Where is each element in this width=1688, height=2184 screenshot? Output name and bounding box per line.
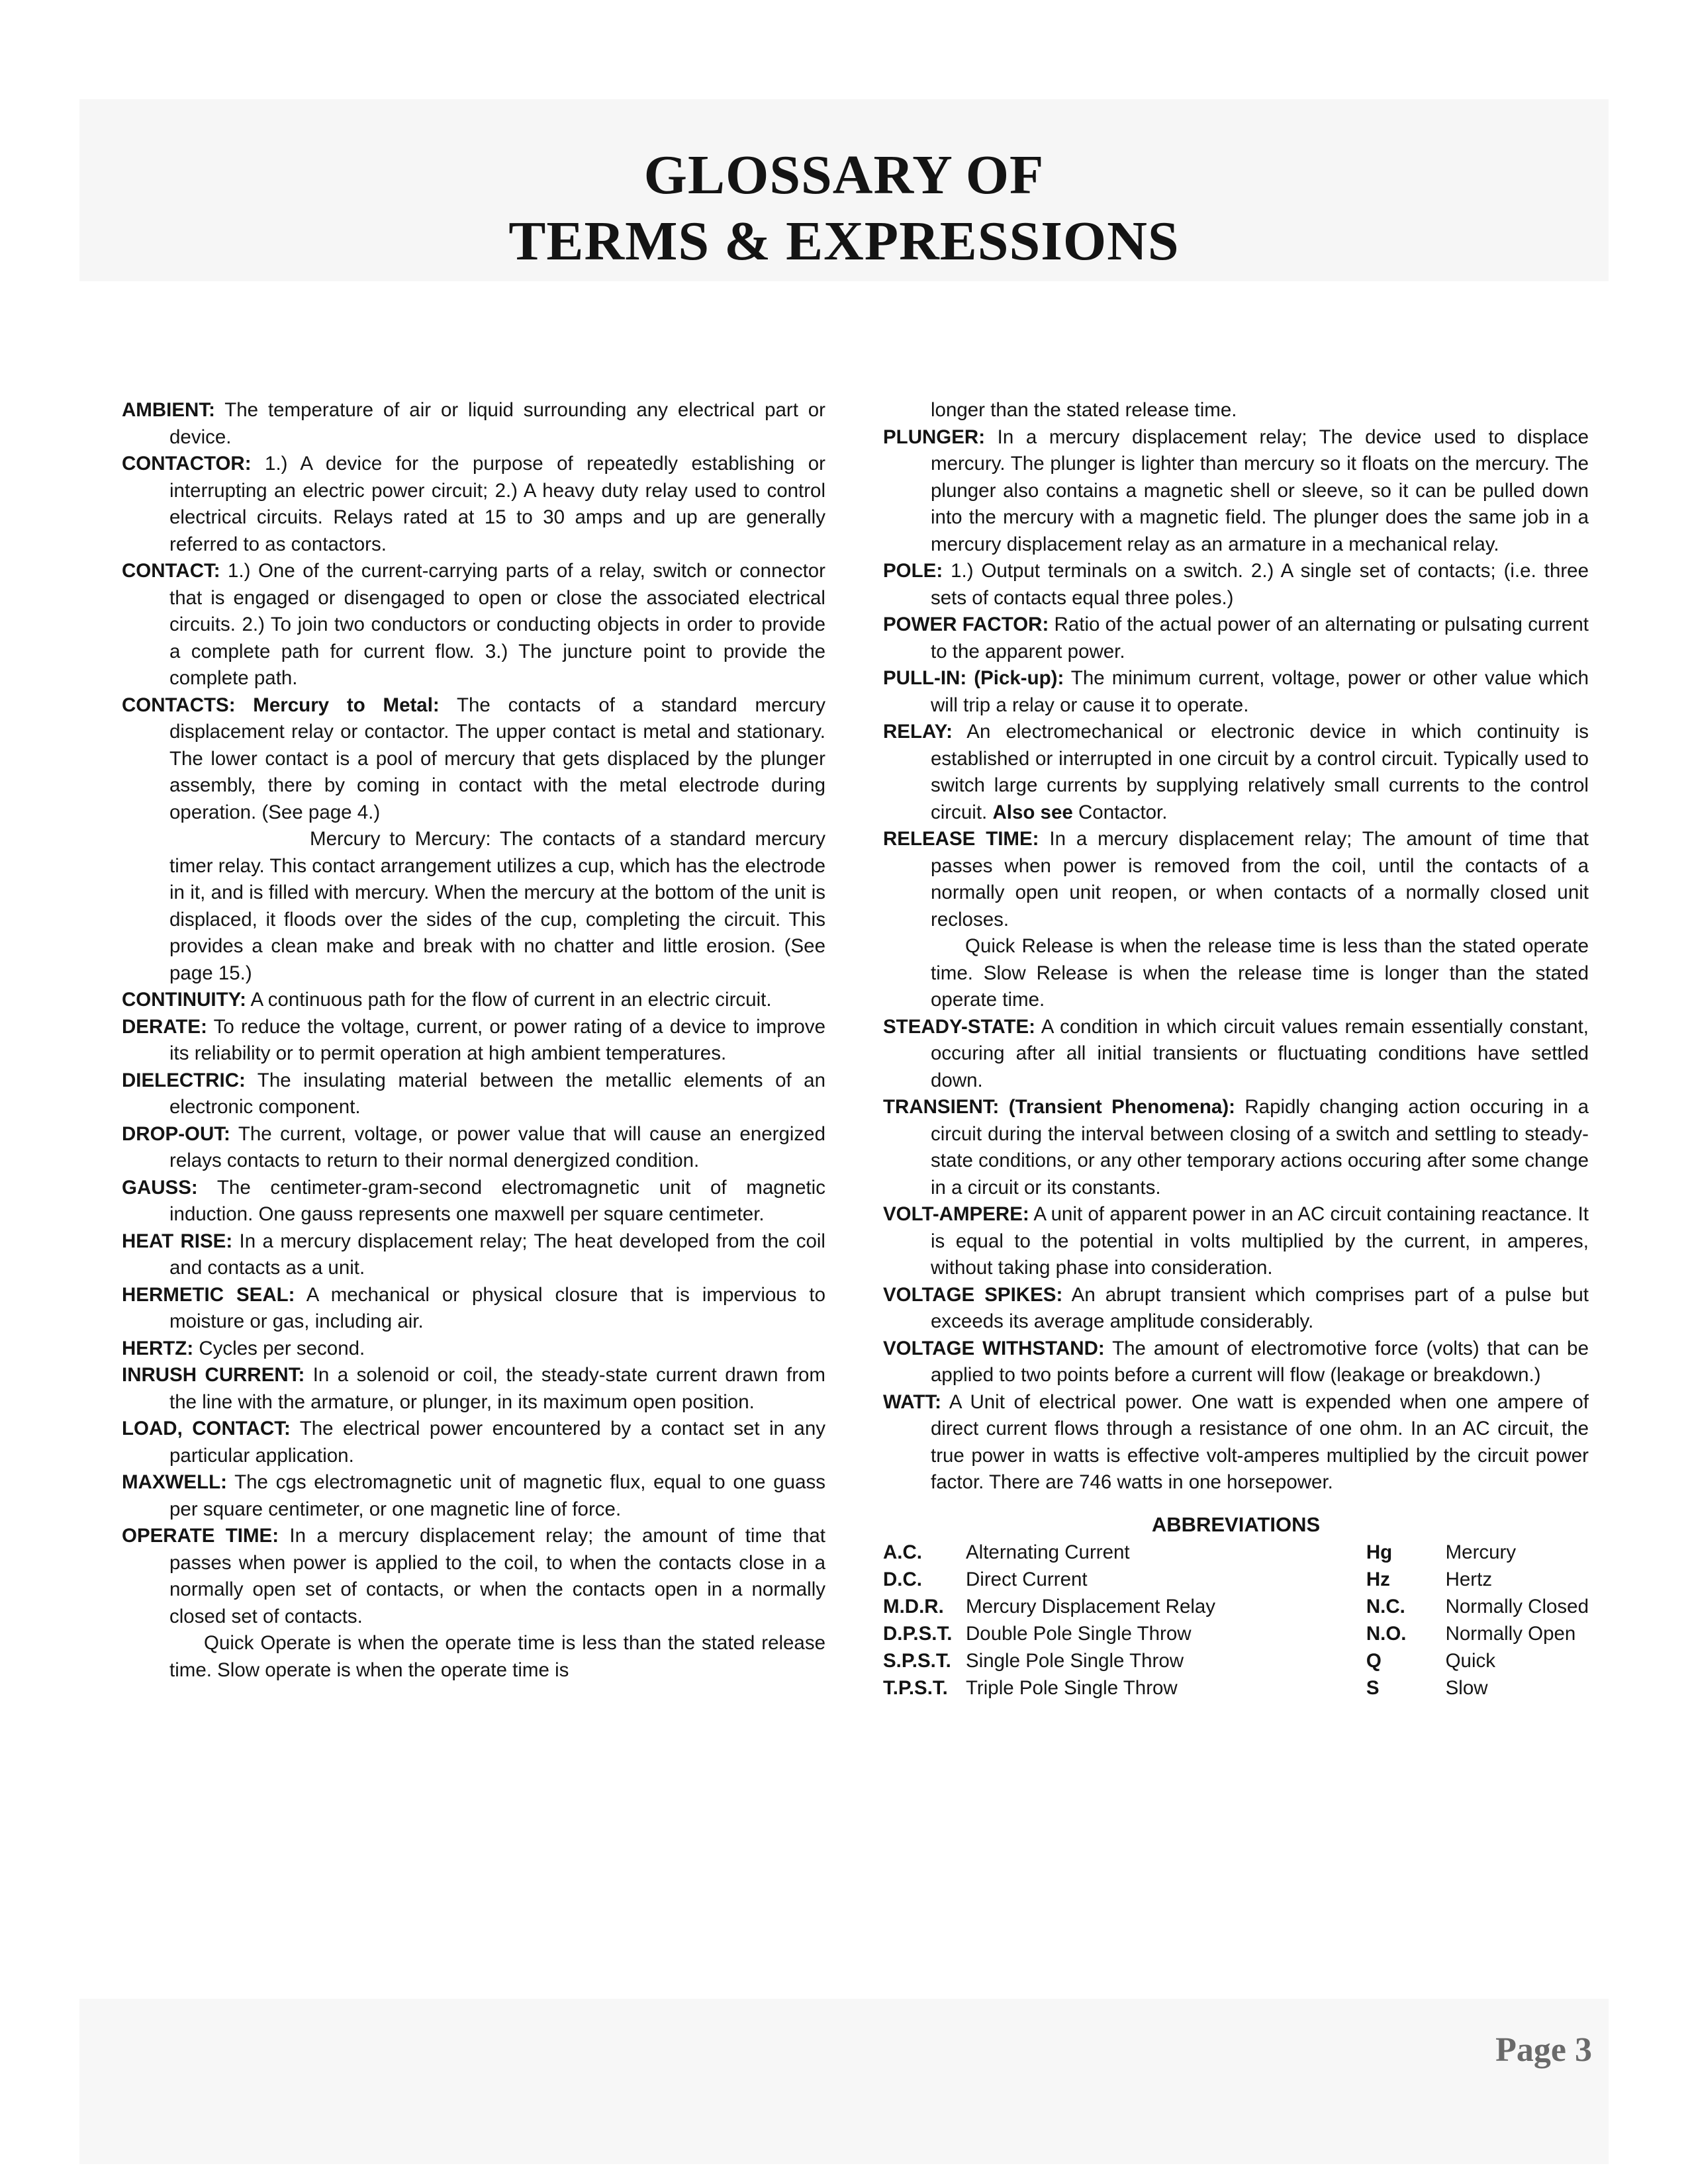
glossary-definition: A unit of apparent power in an AC circuit containing reactance. It is equal to the potential in volts multiplied by the current, in amperes, without taking phase into consideration. [931, 1203, 1589, 1279]
abbreviations-heading: ABBREVIATIONS [1151, 1512, 1321, 1536]
glossary-definition: 1.) Output terminals on a switch. 2.) A single set of contacts; (i.e. three sets of contacts equal three poles.) [931, 560, 1589, 609]
meaning-cell: Double Pole Single Throw [966, 1622, 1192, 1645]
meaning-cell: Mercury [1445, 1541, 1517, 1563]
abbreviation-cell: A.C. [883, 1541, 922, 1563]
glossary-term: VOLTAGE SPIKES: [883, 1283, 1063, 1306]
glossary-entry-contact [122, 558, 825, 692]
glossary-entry-heat-rise [122, 1228, 825, 1282]
glossary-term: TRANSIENT: (Transient Phenomena): [883, 1096, 1235, 1118]
glossary-entry-pole [883, 558, 1589, 612]
glossary-page-reference: (See page 15.) [169, 935, 825, 984]
glossary-entry-hermetic-seal [122, 1282, 825, 1336]
glossary-definition: The minimum current, voltage, power or other value which will trip a relay or cause it to operate. [931, 667, 1589, 716]
table-row [883, 1674, 1589, 1702]
glossary-term: DIELECTRIC: [122, 1069, 246, 1091]
glossary-entry-voltage-withstand [883, 1336, 1589, 1389]
glossary-entry-dielectric [122, 1068, 825, 1121]
glossary-entry-maxwell [122, 1469, 825, 1523]
glossary-term: HERTZ: [122, 1337, 194, 1359]
glossary-definition: The current, voltage, or power value that will cause an energized relays contacts to return to their normal denergized condition. [169, 1122, 825, 1171]
abbreviation-cell: S [1366, 1676, 1380, 1699]
glossary-entry-pull-in [883, 665, 1589, 719]
glossary-definition: In a mercury displacement relay; The amount of time that passes when power is removed from the coil, until the contacts of a normally open unit reopen, or when contacts of a normally closed unit recloses. [931, 828, 1589, 931]
glossary-definition: In a mercury displacement relay; the amount of time that passes when power is applied to the coil, to when the contacts close in a normally open set of contacts, or when the contacts open in a normally closed set of contacts. [169, 1525, 825, 1627]
glossary-definition: 1.) One of the current-carrying parts of a relay, switch or connector that is engaged or disengaged to open or close the associated electrical circuits. 2.) To join two conductors or conducting objects in order to provide a complete path for current flow. 3.) The juncture point to provide the complete path. [169, 560, 825, 689]
glossary-definition: Cycles per second. [193, 1337, 365, 1359]
glossary-definition: Ratio of the actual power of an alternating or pulsating current to the apparent power. [931, 614, 1589, 662]
glossary-definition: The centimeter-gram-second electromagnetic unit of magnetic induction. One gauss represents one maxwell per square centimeter. [169, 1176, 825, 1225]
glossary-entry-inrush-current [122, 1362, 825, 1416]
glossary-definition: An electromechanical or electronic device in which continuity is established or interrupted in one circuit by a control circuit. Typically used to switch large currents by supplying relatively small currents to the control circuit. [931, 721, 1589, 823]
glossary-entry-load-contact [122, 1416, 825, 1469]
glossary-right-column [883, 397, 1589, 1702]
glossary-term: HERMETIC SEAL: [122, 1283, 295, 1306]
glossary-definition: In a mercury displacement relay; The heat developed from the coil and contacts as a unit. [169, 1230, 825, 1279]
glossary-note-quick-release: Quick Release is when the release time is less than the stated operate time. Slow Release is when the release time is longer than the stated operate time. [931, 935, 1589, 1011]
meaning-cell: Single Pole Single Throw [966, 1649, 1184, 1672]
glossary-continuation: longer than the stated release time. [931, 399, 1237, 421]
glossary-term: RELAY: [883, 721, 953, 743]
glossary-entry-transient [883, 1094, 1589, 1201]
footer-background [79, 1999, 1609, 2164]
glossary-left-column [122, 397, 825, 1684]
glossary-subterm: Mercury to Mercury: [310, 828, 491, 850]
glossary-definition: The insulating material between the metallic elements of an electronic component. [169, 1069, 825, 1118]
glossary-definition: In a solenoid or coil, the steady-state current drawn from the line with the armature, or plunger, in its maximum open position. [169, 1364, 825, 1413]
table-row [883, 1566, 1589, 1593]
glossary-entry-contacts [122, 692, 825, 827]
meaning-cell: Slow [1445, 1676, 1488, 1699]
glossary-term: LOAD, CONTACT: [122, 1418, 291, 1439]
abbreviation-cell: N.O. [1366, 1622, 1407, 1645]
table-row [883, 1593, 1589, 1620]
glossary-definition: An abrupt transient which comprises part of a pulse but exceeds its average amplitude considerably. [931, 1283, 1589, 1332]
glossary-definition: The cgs electromagnetic unit of magnetic flux, equal to one guass per square centimeter, or one magnetic line of force. [169, 1471, 825, 1520]
glossary-entry-power-factor [883, 612, 1589, 665]
glossary-term: PULL-IN: (Pick-up): [883, 667, 1064, 689]
glossary-entry-release-time [883, 826, 1589, 933]
table-row [883, 1539, 1589, 1566]
glossary-term: STEADY-STATE: [883, 1015, 1035, 1038]
meaning-cell: Mercury Displacement Relay [966, 1595, 1216, 1617]
glossary-definition: To reduce the voltage, current, or power rating of a device to improve its reliability or to permit operation at high ambient temperatures. [169, 1015, 825, 1064]
glossary-term: OPERATE TIME: [122, 1525, 279, 1547]
glossary-term: CONTACT: [122, 560, 220, 582]
abbreviation-cell: Q [1366, 1649, 1382, 1672]
glossary-term: WATT: [883, 1390, 941, 1413]
meaning-cell: Alternating Current [966, 1541, 1130, 1563]
glossary-term: AMBIENT: [122, 399, 215, 421]
glossary-entry-steady-state [883, 1014, 1589, 1095]
page-title-line-1: GLOSSARY OF [643, 144, 1045, 206]
glossary-entry-gauss [122, 1175, 825, 1228]
glossary-entry-operate-time [122, 1523, 825, 1630]
table-row [883, 1647, 1589, 1674]
abbreviation-cell: N.C. [1366, 1595, 1405, 1617]
glossary-term: RELEASE TIME: [883, 828, 1039, 850]
abbreviation-cell: Hg [1366, 1541, 1393, 1563]
meaning-cell: Normally Open [1445, 1622, 1576, 1645]
glossary-note-quick-operate: Quick Operate is when the operate time is less than the stated release time. Slow operate is when the operate time is [169, 1632, 825, 1681]
glossary-definition: The temperature of air or liquid surrounding any electrical part or device. [169, 399, 825, 448]
glossary-entry-volt-ampere [883, 1201, 1589, 1282]
glossary-entry-plunger [883, 424, 1589, 559]
glossary-term: PLUNGER: [883, 426, 986, 448]
abbreviation-cell: S.P.S.T. [883, 1649, 951, 1672]
glossary-term: CONTACTOR: [122, 453, 252, 475]
glossary-term: DERATE: [122, 1015, 207, 1038]
glossary-definition: Rapidly changing action occuring in a circuit during the interval between closing of a switch and settling to steady-state conditions, or any other temporary actions occuring after some change in a circuit or its constants. [931, 1096, 1589, 1199]
abbreviation-cell: M.D.R. [883, 1595, 944, 1617]
glossary-entry-contactor [122, 451, 825, 558]
meaning-cell: Direct Current [966, 1568, 1088, 1590]
abbreviation-cell: D.P.S.T. [883, 1622, 953, 1645]
glossary-definition: In a mercury displacement relay; The device used to displace mercury. The plunger is lighter than mercury so it floats on the mercury. The plunger also contains a magnetic shell or sleeve, so it can be pulled down into the mercury with a magnetic field. The plunger does the same job in a mercury displacement relay as an armature in a mechanical relay. [931, 426, 1589, 555]
glossary-term: HEAT RISE: [122, 1230, 233, 1252]
glossary-entry-drop-out [122, 1121, 825, 1175]
glossary-entry-ambient [122, 397, 825, 451]
glossary-entry-continuity [122, 987, 825, 1014]
abbreviations-table [883, 1539, 1589, 1702]
glossary-definition: The contacts of a standard mercury displacement relay or contactor. The upper contact is metal and stationary. The lower contact is a pool of mercury that gets displaced by the plunger assembly, there by coming in contact with the metal electrode during operation. (See page 4.) [169, 694, 826, 823]
glossary-term: DROP-OUT: [122, 1122, 230, 1145]
glossary-term: INRUSH CURRENT: [122, 1364, 305, 1386]
glossary-term: CONTINUITY: [122, 989, 246, 1011]
glossary-term: POLE: [883, 560, 943, 582]
abbreviation-cell: T.P.S.T. [883, 1676, 948, 1699]
page-title-line-2: TERMS & EXPRESSIONS [508, 210, 1180, 272]
abbreviation-cell: D.C. [883, 1568, 922, 1590]
glossary-entry-relay [883, 719, 1589, 826]
glossary-entry-watt [883, 1389, 1589, 1496]
glossary-subterm: Mercury to Metal: [235, 694, 440, 716]
glossary-definition: A condition in which circuit values remain essentially constant, occuring after all initial transients or fluctuating conditions have settled down. [931, 1015, 1589, 1091]
glossary-definition: The electrical power encountered by a contact set in any particular application. [169, 1418, 825, 1467]
meaning-cell: Triple Pole Single Throw [966, 1676, 1178, 1699]
glossary-term: MAXWELL: [122, 1471, 227, 1493]
glossary-term: VOLTAGE WITHSTAND: [883, 1337, 1105, 1359]
meaning-cell: Quick [1445, 1649, 1496, 1672]
page-title [0, 142, 1688, 275]
glossary-definition: The amount of electromotive force (volts) that can be applied to two points before a current will flow (leakage or breakdown.) [931, 1337, 1589, 1386]
glossary-definition: 1.) A device for the purpose of repeatedly establishing or interrupting an electric power circuit; 2.) A heavy duty relay used to control electrical circuits. Relays rated at 15 to 30 amps and up are generally referred to as contactors. [169, 453, 825, 555]
glossary-entry-voltage-spikes [883, 1282, 1589, 1336]
glossary-entry-derate [122, 1014, 825, 1068]
glossary-see-also-reference: Contactor. [1072, 801, 1168, 823]
glossary-term: VOLT-AMPERE: [883, 1203, 1029, 1225]
glossary-term: POWER FACTOR: [883, 614, 1049, 635]
glossary-definition: The contacts of a standard mercury timer relay. This contact arrangement utilizes a cup, which has the electrode in it, and is filled with mercury. When the mercury at the bottom of the unit is displaced, it floods over the sides of the cup, completing the circuit. This provides a clean make and break with no chatter and little erosion. [169, 828, 825, 957]
glossary-definition: A mechanical or physical closure that is impervious to moisture or gas, including air. [169, 1283, 825, 1332]
abbreviation-cell: Hz [1366, 1568, 1390, 1590]
glossary-entry-contacts-mercury [122, 826, 825, 987]
glossary-term: CONTACTS: [122, 694, 236, 716]
glossary-definition: A Unit of electrical power. One watt is expended when one ampere of direct current flows through a resistance of one ohm. In an AC circuit, the true power in watts is effective volt-amperes multiplied by the circuit power factor. There are 746 watts in one horsepower. [931, 1390, 1589, 1493]
table-row [883, 1620, 1589, 1647]
glossary-entry-hertz [122, 1336, 825, 1363]
glossary-term: GAUSS: [122, 1176, 198, 1199]
page-number: Page 3 [1495, 2031, 1592, 2069]
glossary-see-also: Also see [992, 801, 1073, 823]
meaning-cell: Normally Closed [1445, 1595, 1589, 1617]
meaning-cell: Hertz [1445, 1568, 1493, 1590]
glossary-definition: A continuous path for the flow of current in an electric circuit. [246, 989, 772, 1011]
